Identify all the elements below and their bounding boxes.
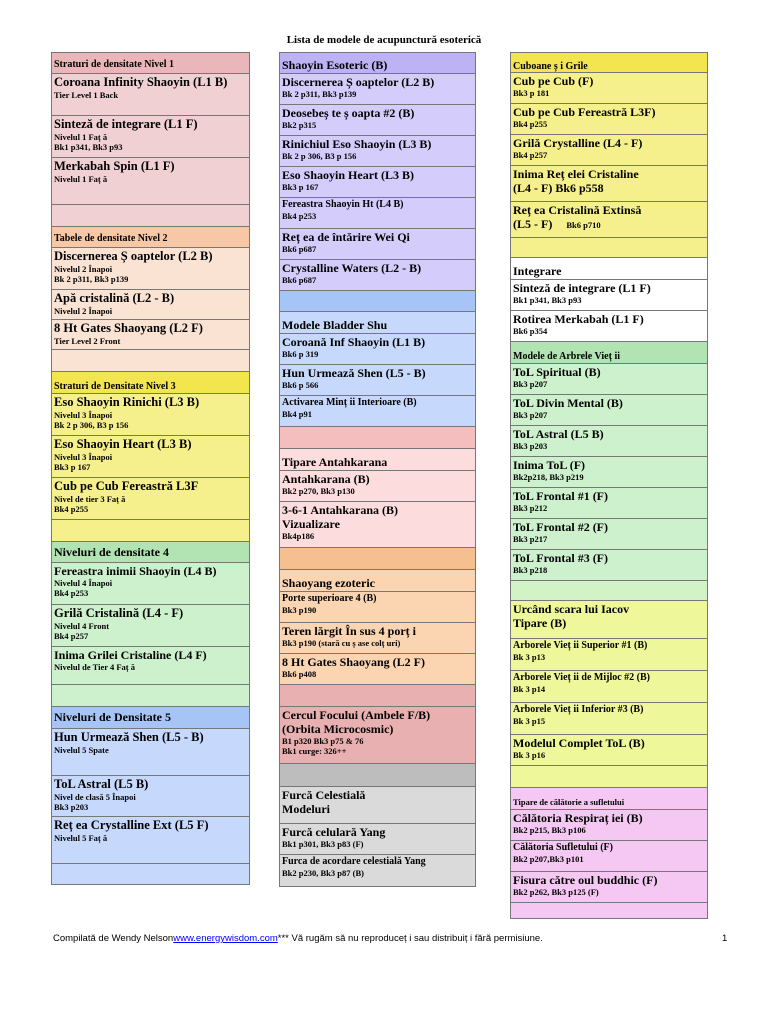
website-link[interactable]: www.energywisdom.com: [173, 933, 278, 944]
list-item: Furcă celulară Yang Bk1 p301, Bk3 p83 (F): [280, 824, 475, 855]
section-header: Modele de Arbrele Vieț ii: [511, 342, 707, 364]
list-item: 3-6-1 Antahkarana (B) Vizualizare Bk4p186: [280, 502, 475, 548]
list-item: ToL Spiritual (B) Bk3 p207: [511, 364, 707, 395]
list-item: Discernerea Ș oaptelor (L2 B) Bk 2 p311, Bk3 p139: [280, 74, 475, 105]
list-item: Fereastra Shaoyin Ht (L4 B) Bk4 p253: [280, 198, 475, 229]
item-name: Călătoria Sufletului (F): [513, 842, 613, 853]
item-name: Arborele Vieț ii Inferior #3 (B): [513, 704, 644, 715]
item-name: ToL Astral (L5 B): [54, 777, 149, 791]
middle-column: [279, 52, 476, 887]
item-name: Eso Shaoyin Heart (L3 B): [282, 168, 415, 182]
list-item: Teren lărgit În sus 4 porț i Bk3 p190 (stară cu ș ase colț uri): [280, 623, 475, 654]
left-column: [51, 52, 250, 885]
item-name: Furca de acordare celestială Yang: [282, 856, 426, 867]
item-name: 8 Ht Gates Shaoyang (L2 F): [282, 655, 426, 669]
list-item: Reț ea de întărire Wei Qi Bk6 p687: [280, 229, 475, 260]
list-item: ToL Divin Mental (B) Bk3 p207: [511, 395, 707, 426]
item-name: Arborele Vieț ii Superior #1 (B): [513, 640, 648, 651]
empty-row: [52, 350, 249, 372]
item-name: Cub pe Cub Fereastră L3F: [54, 479, 199, 493]
list-item: Cub pe Cub Fereastră L3F Nivel de tier 3 Faț ă Bk4 p255: [52, 478, 249, 520]
section-header: Modele Bladder Shu: [280, 312, 475, 334]
item-name: Fisura către oul buddhic (F): [513, 873, 658, 887]
item-name: Sinteză de integrare (L1 F): [513, 281, 651, 295]
list-item: Inima Reț elei Cristaline (L4 - F) Bk6 p558: [511, 166, 707, 202]
section-header: Straturi de Densitate Nivel 3: [52, 372, 249, 394]
empty-row: [52, 864, 249, 885]
list-item: Arborele Vieț ii de Mijloc #2 (B) Bk 3 p14: [511, 671, 707, 703]
empty-row: [511, 903, 707, 919]
section-header: Tabele de densitate Nivel 2: [52, 227, 249, 248]
item-name: Modelul Complet ToL (B): [513, 736, 645, 750]
list-item: Rinichiul Eso Shaoyin (L3 B) Bk 2 p 306, B3 p 156: [280, 136, 475, 167]
list-item: Grilă Cristalină (L4 - F) Nivelul 4 Front Bk4 p257: [52, 605, 249, 647]
list-item: ToL Frontal #1 (F) Bk3 p212: [511, 488, 707, 519]
item-name: Apă cristalină (L2 - B): [54, 291, 175, 305]
item-name: ToL Frontal #3 (F): [513, 551, 609, 565]
item-name: Rotirea Merkabah (L1 F): [513, 312, 644, 326]
empty-row: [280, 764, 475, 787]
list-item: Discernerea Ș oaptelor (L2 B) Nivelul 2 Înapoi Bk 2 p311, Bk3 p139: [52, 248, 249, 290]
list-item: Coroana Infinity Shaoyin (L1 B) Tier Level 1 Back: [52, 74, 249, 116]
item-name: ToL Frontal #2 (F): [513, 520, 609, 534]
item-name: Inima Grilei Cristaline (L4 F): [54, 648, 207, 662]
item-name: Arborele Vieț ii de Mijloc #2 (B): [513, 672, 651, 683]
list-item: Grilă Crystalline (L4 - F) Bk4 p257: [511, 135, 707, 166]
page-title: Lista de modele de acupunctură esoterică: [286, 34, 482, 46]
item-name: ToL Astral (L5 B): [513, 427, 604, 441]
item-name: Reț ea Cristalină Extinsă: [513, 203, 642, 217]
item-name: Fereastra inimii Shaoyin (L4 B): [54, 564, 217, 578]
item-name: Coroana Infinity Shaoyin (L1 B): [54, 75, 228, 89]
list-item: Activarea Minț ii Interioare (B) Bk4 p91: [280, 396, 475, 427]
section-header: Niveluri de densitate 4: [52, 542, 249, 563]
section-header: Straturi de densitate Nivel 1: [52, 53, 249, 74]
item-name: ToL Spiritual (B): [513, 365, 601, 379]
list-item: 8 Ht Gates Shaoyang (L2 F) Bk6 p408: [280, 654, 475, 685]
item-name: Discernerea Ș oaptelor (L2 B): [282, 75, 435, 89]
item-name: Merkabah Spin (L1 F): [54, 159, 175, 173]
empty-row: [280, 427, 475, 449]
section-header: Shaoyang ezoteric: [280, 570, 475, 592]
empty-row: [511, 238, 707, 258]
item-name: Cercul Focului (Ambele F/B): [282, 708, 431, 722]
page-number: 1: [722, 933, 728, 944]
empty-row: [511, 766, 707, 788]
item-name: Cub pe Cub Fereastră L3F): [513, 105, 656, 119]
list-item: Arborele Vieț ii Superior #1 (B) Bk 3 p13: [511, 639, 707, 671]
empty-row: [52, 520, 249, 542]
list-item: Eso Shaoyin Heart (L3 B) Nivelul 3 Înapoi Bk3 p 167: [52, 436, 249, 478]
list-item: Călătoria Sufletului (F) Bk2 p207,Bk3 p101: [511, 841, 707, 872]
item-name: Grilă Cristalină (L4 - F): [54, 606, 184, 620]
item-name: Inima Reț elei Cristaline: [513, 167, 639, 181]
item-name: ToL Frontal #1 (F): [513, 489, 609, 503]
item-name: Cub pe Cub (F): [513, 74, 594, 88]
list-item: Modelul Complet ToL (B) Bk 3 p16: [511, 735, 707, 766]
empty-row: [511, 581, 707, 601]
item-name: 8 Ht Gates Shaoyang (L2 F): [54, 321, 203, 335]
list-item: Hun Urmează Shen (L5 - B) Nivelul 5 Spate: [52, 729, 249, 776]
list-item: Furca de acordare celestială Yang Bk2 p230, Bk3 p87 (B): [280, 855, 475, 887]
empty-row: [280, 685, 475, 707]
item-name: 3-6-1 Antahkarana (B): [282, 503, 399, 517]
item-name: Coroană Inf Shaoyin (L1 B): [282, 335, 426, 349]
item-name: Teren lărgit În sus 4 porț i: [282, 624, 417, 638]
list-item: Inima Grilei Cristaline (L4 F) Nivelul de Tier 4 Faț ă: [52, 647, 249, 685]
list-item: Cercul Focului (Ambele F/B) (Orbita Microcosmic) B1 p320 Bk3 p75 & 76 Bk1 curge: 326++: [280, 707, 475, 764]
list-item: Rotirea Merkabah (L1 F) Bk6 p354: [511, 311, 707, 342]
section-header: Furcă Celestială Modeluri: [280, 787, 475, 824]
item-name: Eso Shaoyin Rinichi (L3 B): [54, 395, 200, 409]
item-name: ToL Divin Mental (B): [513, 396, 623, 410]
empty-row: [280, 291, 475, 312]
list-item: ToL Astral (L5 B) Nivel de clasă 5 Înapoi Bk3 p203: [52, 776, 249, 817]
item-name: Eso Shaoyin Heart (L3 B): [54, 437, 192, 451]
list-item: ToL Frontal #3 (F) Bk3 p218: [511, 550, 707, 581]
item-name: Călătoria Respiraț iei (B): [513, 811, 643, 825]
item-name: Reț ea de întărire Wei Qi: [282, 230, 410, 244]
list-item: Porte superioare 4 (B) Bk3 p190: [280, 592, 475, 623]
list-item: Apă cristalină (L2 - B) Nivelul 2 Înapoi: [52, 290, 249, 320]
item-name: Furcă celulară Yang: [282, 825, 386, 839]
list-item: Inima ToL (F) Bk2p218, Bk3 p219: [511, 457, 707, 488]
item-name: Hun Urmează Shen (L5 - B): [282, 366, 426, 380]
item-name: Sinteză de integrare (L1 F): [54, 117, 198, 131]
item-name: Fereastra Shaoyin Ht (L4 B): [282, 199, 404, 210]
list-item: Cub pe Cub (F) Bk3 p 181: [511, 73, 707, 104]
item-name: Crystalline Waters (L2 - B): [282, 261, 422, 275]
list-item: Eso Shaoyin Rinichi (L3 B) Nivelul 3 Înapoi Bk 2 p 306, B3 p 156: [52, 394, 249, 436]
footer-text: Compilată de Wendy Nelsonwww.energywisdom.com*** Vă rugăm să nu reproduceț i sau distribuiț i fără permisiune.: [53, 933, 543, 944]
right-column: [510, 52, 708, 919]
empty-row: [52, 685, 249, 707]
section-header: Tipare Antahkarana: [280, 449, 475, 471]
list-item: Eso Shaoyin Heart (L3 B) Bk3 p 167: [280, 167, 475, 198]
list-item: Fisura către oul buddhic (F) Bk2 p262, Bk3 p125 (F): [511, 872, 707, 903]
list-item: Călătoria Respiraț iei (B) Bk2 p215, Bk3 p106: [511, 810, 707, 841]
list-item: Reț ea Cristalină Extinsă (L5 - F) Bk6 p710: [511, 202, 707, 238]
list-item: Antahkarana (B) Bk2 p270, Bk3 p130: [280, 471, 475, 502]
item-name: Activarea Minț ii Interioare (B): [282, 397, 417, 408]
section-header: Integrare: [511, 258, 707, 280]
section-header: Urcând scara lui Iacov Tipare (B): [511, 601, 707, 639]
list-item: 8 Ht Gates Shaoyang (L2 F) Tier Level 2 Front: [52, 320, 249, 350]
empty-row: [52, 205, 249, 227]
list-item: ToL Astral (L5 B) Bk3 p203: [511, 426, 707, 457]
section-header: Niveluri de Densitate 5: [52, 707, 249, 729]
section-header: Shaoyin Esoteric (B): [280, 53, 475, 74]
item-name: Reț ea Crystalline Ext (L5 F): [54, 818, 209, 832]
list-item: Crystalline Waters (L2 - B) Bk6 p687: [280, 260, 475, 291]
item-name: Rinichiul Eso Shaoyin (L3 B): [282, 137, 432, 151]
item-name: Grilă Crystalline (L4 - F): [513, 136, 643, 150]
empty-row: [280, 548, 475, 570]
list-item: Merkabah Spin (L1 F) Nivelul 1 Faț ă: [52, 158, 249, 205]
section-header: Tipare de călătorie a sufletului: [511, 788, 707, 810]
item-name: Hun Urmează Shen (L5 - B): [54, 730, 204, 744]
list-item: Deosebeș te ș oapta #2 (B) Bk2 p315: [280, 105, 475, 136]
list-item: Arborele Vieț ii Inferior #3 (B) Bk 3 p15: [511, 703, 707, 735]
item-name: Porte superioare 4 (B): [282, 593, 377, 604]
list-item: Reț ea Crystalline Ext (L5 F) Nivelul 5 Faț ă: [52, 817, 249, 864]
list-item: ToL Frontal #2 (F) Bk3 p217: [511, 519, 707, 550]
list-item: Sinteză de integrare (L1 F) Nivelul 1 Faț ă Bk1 p341, Bk3 p93: [52, 116, 249, 158]
list-item: Sinteză de integrare (L1 F) Bk1 p341, Bk3 p93: [511, 280, 707, 311]
section-header: Cuboane ș i Grile: [511, 53, 707, 73]
item-name: Inima ToL (F): [513, 458, 586, 472]
item-name: Discernerea Ș oaptelor (L2 B): [54, 249, 213, 263]
list-item: Hun Urmează Shen (L5 - B) Bk6 p 566: [280, 365, 475, 396]
list-item: Cub pe Cub Fereastră L3F) Bk4 p255: [511, 104, 707, 135]
list-item: Fereastra inimii Shaoyin (L4 B) Nivelul 4 Înapoi Bk4 p253: [52, 563, 249, 605]
item-name: Deosebeș te ș oapta #2 (B): [282, 106, 415, 120]
list-item: Coroană Inf Shaoyin (L1 B) Bk6 p 319: [280, 334, 475, 365]
item-name: Antahkarana (B): [282, 472, 370, 486]
